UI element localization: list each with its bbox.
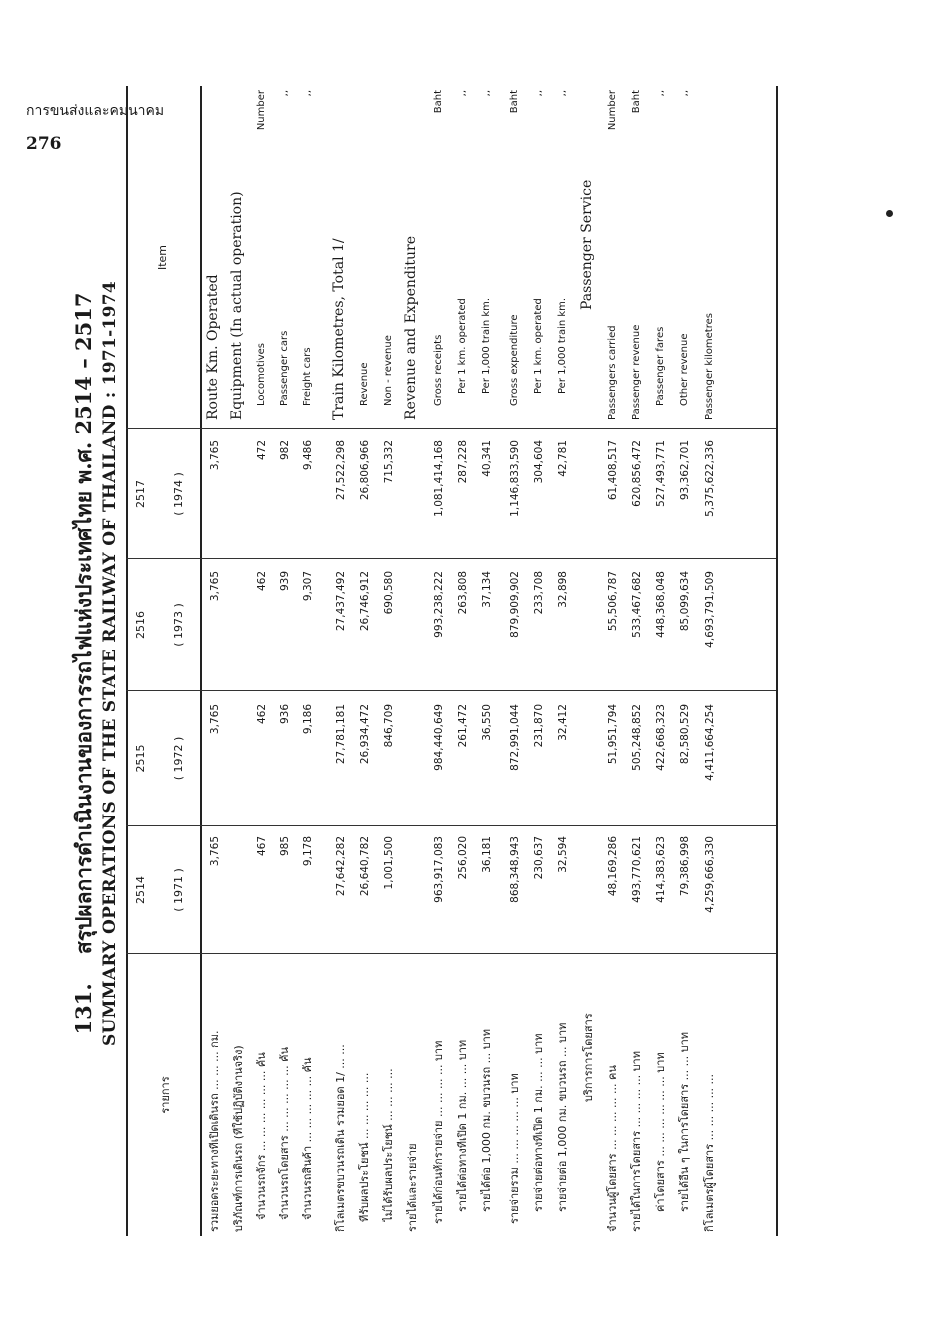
row-label-thai: กิโลเมตรขบวนรถเดิน รวมยอด 1/ ... ...: [334, 1044, 347, 1232]
header-item: Item: [156, 244, 169, 271]
title-thai-text: สรุปผลการดำเนินงานของการรถไฟแห่งประเทศไทย พ.ศ. 2514 – 2517: [71, 292, 96, 955]
row-value: 27,642,282: [335, 836, 347, 897]
bottom-rule: [776, 86, 778, 1236]
row-value: 462: [256, 571, 268, 592]
row-value: 9,307: [302, 571, 314, 602]
row-unit: ,,: [457, 90, 468, 97]
row-label-english: Gross expenditure: [509, 314, 520, 406]
row-unit: ,,: [302, 90, 313, 97]
row-value: 505,248,852: [631, 704, 643, 771]
top-rule: [126, 86, 128, 1236]
row-value: 846,709: [383, 704, 395, 748]
row-unit: ,,: [557, 90, 568, 97]
row-label-english: Passenger fares: [655, 326, 666, 406]
row-value: 261,472: [457, 704, 469, 748]
year-be: 2516: [134, 611, 147, 639]
row-value: 879,909,902: [509, 571, 521, 638]
row-unit: ,,: [533, 90, 544, 97]
row-value: 230,637: [533, 836, 545, 880]
year-ce: ( 1973 ): [172, 603, 185, 647]
row-unit: ,,: [679, 90, 690, 97]
row-value: 48,169,286: [607, 836, 619, 897]
row-value: 1,146,833,590: [509, 440, 521, 517]
row-value: 40,341: [481, 440, 493, 477]
row-label-thai: ที่รับผลประโยชน์ ... ... ... ... ...: [358, 1072, 371, 1222]
row-label-thai: รวมยอดระยะทางที่เปิดเดินรถ ... ... ... กม.: [208, 1030, 221, 1232]
row-label-thai: รายจ่ายต่อ 1,000 กม. ขบวนรถ ... บาท: [556, 1022, 569, 1212]
row-value: 82,580,529: [679, 704, 691, 765]
row-label-thai: กิโลเมตรผู้โดยสาร ... ... ... ... ...: [703, 1073, 716, 1232]
row-value: 422,668,323: [655, 704, 667, 771]
col-divider: [126, 558, 776, 559]
row-value: 448,368,048: [655, 571, 667, 638]
row-value: 3,765: [209, 704, 221, 735]
year-be: 2514: [134, 876, 147, 904]
row-value: 93,362,701: [679, 440, 691, 501]
row-label-thai: จำนวนผู้โดยสาร ... ... ... ... ... คน: [606, 1065, 619, 1232]
row-label-english: Per 1 km. operated: [457, 298, 468, 394]
row-value: 620,856,472: [631, 440, 643, 507]
row-unit: ,,: [279, 90, 290, 97]
row-label-english: Per 1 km. operated: [533, 298, 544, 394]
row-value: 287,228: [457, 440, 469, 484]
row-label-thai: ค่าโดยสาร ... ... ... ... ... ... บาท: [654, 1052, 667, 1212]
row-label-english: Other revenue: [679, 333, 690, 406]
row-value: 9,186: [302, 704, 314, 735]
ink-dot: [886, 210, 893, 217]
row-value: 1,001,500: [383, 836, 395, 890]
row-value: 36,550: [481, 704, 493, 741]
row-value: 982: [279, 440, 291, 461]
row-value: 233,708: [533, 571, 545, 615]
row-value: 462: [256, 704, 268, 725]
row-value: 231,870: [533, 704, 545, 748]
row-unit: ,,: [481, 90, 492, 97]
row-value: 963,917,083: [433, 836, 445, 903]
row-label-english: Freight cars: [302, 347, 313, 406]
row-value: 4,411,664,254: [704, 704, 716, 781]
year-ce: ( 1972 ): [172, 736, 185, 781]
page-number: 276: [26, 134, 62, 154]
row-unit: Baht: [433, 90, 444, 114]
table-number: 131.: [71, 983, 96, 1035]
row-value: 9,178: [302, 836, 314, 867]
row-value: 4,259,666,330: [704, 836, 716, 913]
row-value: 993,238,222: [433, 571, 445, 638]
row-label-thai: รายได้ต่อ 1,000 กม. ขบวนรถ ... บาท: [480, 1028, 493, 1212]
row-value: 263,808: [457, 571, 469, 615]
row-value: 26,640,782: [359, 836, 371, 897]
row-label-thai: บริภัณฑ์การเดินรถ (ที่ใช้ปฏิบัติงานจริง): [232, 1045, 245, 1232]
row-unit: Baht: [631, 90, 642, 114]
row-value: 27,781,181: [335, 704, 347, 765]
row-value: 984,440,649: [433, 704, 445, 771]
row-label-thai: จำนวนรถโดยสาร ... ... ... ... ... คัน: [278, 1046, 291, 1220]
row-value: 690,580: [383, 571, 395, 615]
row-label-thai: รายได้ก่อนหักรายจ่าย ... ... ... ... บาท: [432, 1040, 445, 1224]
year-ce: ( 1971 ): [172, 868, 185, 912]
row-label-english: Revenue: [359, 362, 370, 406]
row-value: 472: [256, 440, 268, 461]
row-label-thai: รายได้อื่น ๆ ในการโดยสาร ... ... บาท: [678, 1031, 691, 1212]
row-label-english: Passenger Service: [579, 179, 595, 310]
row-unit: Number: [256, 90, 267, 131]
row-value: 26,934,472: [359, 704, 371, 765]
row-value: 527,493,771: [655, 440, 667, 507]
row-value: 9,486: [302, 440, 314, 471]
row-label-thai: รายได้ต่อทางที่เปิด 1 กม. ... ... บาท: [456, 1039, 469, 1212]
row-value: 304,604: [533, 440, 545, 484]
col-divider: [126, 825, 776, 826]
row-label-english: Locomotives: [256, 343, 267, 406]
running-head: การขนส่งและคมนาคม: [26, 103, 165, 119]
row-value: 3,765: [209, 836, 221, 867]
row-value: 868,348,943: [509, 836, 521, 903]
col-divider: [126, 690, 776, 691]
row-label-english: Per 1,000 train km.: [481, 297, 492, 394]
row-label-english: Train Kilometres, Total 1/: [331, 238, 347, 420]
header-thai: รายการ: [159, 1076, 172, 1114]
row-value: 467: [256, 836, 268, 857]
row-value: 414,383,623: [655, 836, 667, 903]
row-value: 533,467,682: [631, 571, 643, 638]
row-label-english: Route Km. Operated: [205, 274, 221, 420]
row-label-thai: รายได้และรายจ่าย: [406, 1143, 419, 1232]
row-value: 985: [279, 836, 291, 857]
row-label-english: Gross receipts: [433, 334, 444, 406]
row-label-thai: ไม่ได้รับผลประโยชน์ ... ... ... ...: [382, 1068, 395, 1222]
row-value: 936: [279, 704, 291, 725]
row-value: 85,099,634: [679, 571, 691, 632]
year-be: 2515: [134, 744, 147, 773]
row-label-english: Per 1,000 train km.: [557, 297, 568, 394]
row-value: 715,332: [383, 440, 395, 484]
row-label-thai: รายจ่ายต่อทางที่เปิด 1 กม. ... ... บาท: [532, 1033, 545, 1212]
row-value: 27,522,298: [335, 440, 347, 501]
row-value: 3,765: [209, 571, 221, 602]
row-value: 26,806,966: [359, 440, 371, 501]
row-value: 42,781: [557, 440, 569, 477]
row-value: 4,693,791,509: [704, 571, 716, 648]
row-label-english: Passengers carried: [607, 325, 618, 420]
row-label-english: Revenue and Expenditure: [403, 235, 419, 420]
row-label-thai: รายได้ในการโดยสาร ... ... ... ... บาท: [630, 1051, 643, 1232]
table-title-english: SUMMARY OPERATIONS OF THE STATE RAILWAY OF THAILAND : 1971-1974: [100, 280, 120, 1047]
row-value: 79,386,998: [679, 836, 691, 897]
row-value: 37,134: [481, 571, 493, 608]
row-value: 3,765: [209, 440, 221, 471]
rotated-table-sheet: [68, 81, 782, 1246]
year-be: 2517: [134, 480, 147, 508]
row-value: 26,746,912: [359, 571, 371, 632]
row-value: 32,898: [557, 571, 569, 608]
row-label-english: Passenger cars: [279, 330, 290, 406]
row-value: 1,081,414,168: [433, 440, 445, 517]
col-divider: [126, 953, 776, 954]
year-ce: ( 1974 ): [172, 472, 185, 516]
row-label-english: Passenger kilometres: [704, 313, 715, 420]
row-value: 51,951,794: [607, 704, 619, 765]
row-label-english: Equipment (In actual operation): [229, 191, 245, 420]
row-label-thai: รายจ่ายรวม ... ... ... ... ... บาท: [508, 1073, 521, 1224]
row-value: 872,991,044: [509, 704, 521, 771]
col-divider: [126, 428, 776, 429]
row-label-thai: จำนวนรถจักร ... ... ... ... ... ... คัน: [255, 1052, 268, 1220]
row-unit: Number: [607, 90, 618, 131]
row-value: 256,020: [457, 836, 469, 880]
row-label-thai: จำนวนรถสินค้า ... ... ... ... ... คัน: [301, 1057, 314, 1220]
row-unit: ,,: [655, 90, 666, 97]
row-value: 55,506,787: [607, 571, 619, 632]
row-label-english: Passenger revenue: [631, 324, 642, 420]
row-unit: Baht: [509, 90, 520, 114]
row-label-english: Non - revenue: [383, 335, 394, 406]
row-value: 61,408,517: [607, 440, 619, 501]
row-value: 493,770,621: [631, 836, 643, 903]
row-value: 32,412: [557, 704, 569, 741]
table-title-thai: [68, 81, 101, 1246]
row-value: 36,181: [481, 836, 493, 873]
row-value: 27,437,492: [335, 571, 347, 632]
row-value: 32,594: [557, 836, 569, 873]
row-label-thai: บริการการโดยสาร: [582, 1013, 595, 1102]
row-value: 939: [279, 571, 291, 592]
row-value: 5,375,622,336: [704, 440, 716, 517]
header-rule: [200, 86, 202, 1236]
